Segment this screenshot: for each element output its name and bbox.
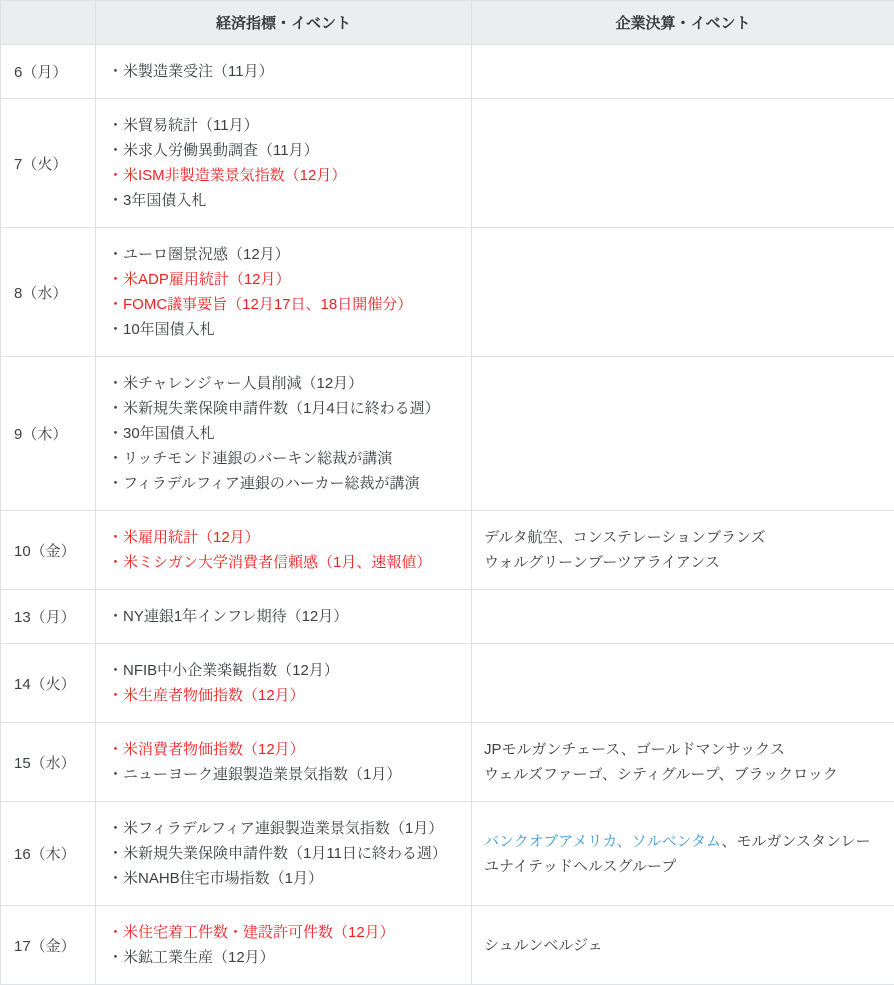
event-item: ・フィラデルフィア連銀のハーカー総裁が講演 [108,471,457,496]
company-text: ユナイテッドヘルスグループ [484,858,676,875]
corporate-events-cell [472,511,894,590]
table-row [1,590,894,644]
event-item: ・米生産者物価指数（12月） [108,683,457,708]
corporate-events-cell [472,590,894,644]
company-text: 、モルガンスタンレー [721,833,870,850]
event-item: ・米ADP雇用統計（12月） [108,267,457,292]
event-item: ・米雇用統計（12月） [108,525,457,550]
event-item: ・米ISM非製造業景気指数（12月） [108,163,457,188]
corporate-item [484,550,880,575]
economic-events-cell [96,590,472,644]
table-header [1,1,894,45]
header-row [1,1,894,45]
table-row [1,723,894,802]
corporate-item [484,762,880,787]
company-text: デルタ航空、コンステレーションブランズ [484,529,766,546]
event-item: ・米製造業受注（11月） [108,59,457,84]
corporate-events-cell [472,357,894,511]
corporate-events-cell [472,906,894,985]
corporate-item [484,854,880,879]
date-cell: 15（水） [1,723,96,802]
company-text: ウェルズファーゴ、シティグループ、ブラックロック [484,766,838,783]
event-item: ・米貿易統計（11月） [108,113,457,138]
event-item: ・米鉱工業生産（12月） [108,945,457,970]
header-empty-cell [1,1,96,45]
event-item: ・FOMC議事要旨（12月17日、18日開催分） [108,292,457,317]
table-row [1,802,894,906]
economic-events-cell [96,357,472,511]
economic-events-cell [96,723,472,802]
corporate-events-cell [472,99,894,228]
event-item: ・米新規失業保険申請件数（1月4日に終わる週） [108,396,457,421]
table-body [1,45,894,985]
economic-events-cell [96,99,472,228]
event-item: ・3年国債入札 [108,188,457,213]
economic-events-cell [96,511,472,590]
header-corporate-events: 企業決算・イベント [472,1,894,45]
event-item: ・米求人労働異動調査（11月） [108,138,457,163]
table-row [1,906,894,985]
corporate-events-cell [472,723,894,802]
company-text: ウォルグリーンブーツアライアンス [484,554,720,571]
corporate-events-cell [472,644,894,723]
event-item: ・米チャレンジャー人員削減（12月） [108,371,457,396]
table-row [1,228,894,357]
date-cell: 7（火） [1,99,96,228]
event-item: ・NY連銀1年インフレ期待（12月） [108,604,457,629]
economic-events-cell [96,802,472,906]
economic-events-cell [96,228,472,357]
event-item: ・米NAHB住宅市場指数（1月） [108,866,457,891]
table-row [1,99,894,228]
event-item: ・NFIB中小企業楽観指数（12月） [108,658,457,683]
header-economic-events: 経済指標・イベント [96,1,472,45]
table-row [1,644,894,723]
table-row [1,357,894,511]
company-text: JPモルガンチェース、ゴールドマンサックス [484,741,785,758]
table-row [1,45,894,99]
corporate-events-cell [472,802,894,906]
date-cell: 6（月） [1,45,96,99]
event-item: ・米ミシガン大学消費者信頼感（1月、速報値） [108,550,457,575]
corporate-item [484,525,880,550]
event-item: ・ニューヨーク連銀製造業景気指数（1月） [108,762,457,787]
event-item: ・米フィラデルフィア連銀製造業景気指数（1月） [108,816,457,841]
date-cell: 14（火） [1,644,96,723]
event-item: ・30年国債入札 [108,421,457,446]
event-item: ・米住宅着工件数・建設許可件数（12月） [108,920,457,945]
corporate-item [484,829,880,854]
economic-events-cell [96,644,472,723]
date-cell: 8（水） [1,228,96,357]
corporate-item [484,933,880,958]
corporate-events-cell [472,228,894,357]
event-item: ・米新規失業保険申請件数（1月11日に終わる週） [108,841,457,866]
date-cell: 9（木） [1,357,96,511]
event-item: ・ユーロ圏景況感（12月） [108,242,457,267]
event-item: ・リッチモンド連銀のバーキン総裁が講演 [108,446,457,471]
event-item: ・10年国債入札 [108,317,457,342]
date-cell: 16（木） [1,802,96,906]
event-item: ・米消費者物価指数（12月） [108,737,457,762]
corporate-item [484,737,880,762]
economic-events-cell [96,45,472,99]
company-text: シュルンベルジェ [484,937,603,954]
date-cell: 17（金） [1,906,96,985]
table-row [1,511,894,590]
company-link[interactable]: バンクオブアメリカ、ソルベンタム [484,833,721,850]
economic-events-cell [96,906,472,985]
date-cell: 13（月） [1,590,96,644]
corporate-events-cell [472,45,894,99]
date-cell: 10（金） [1,511,96,590]
